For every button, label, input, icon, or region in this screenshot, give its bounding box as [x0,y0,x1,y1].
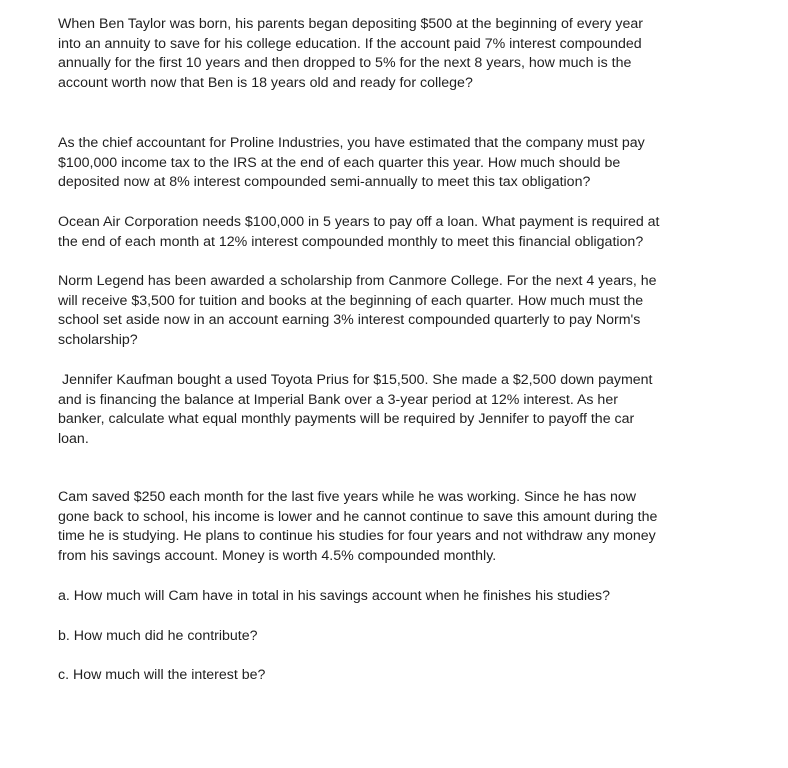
problem-jennifer-kaufman [58,371,698,449]
problem-ocean-air [58,213,698,252]
sub-question-c: c. How much will the interest be? [58,667,266,683]
problem-norm-legend [58,272,698,350]
text-line: loan. [58,430,89,447]
text-line: Jennifer Kaufman bought a used Toyota Prius for $15,500. She made a $2,500 down payment [62,372,653,388]
text-line: scholarship? [58,331,138,348]
text-line: $100,000 income tax to the IRS at the end of each quarter this year. How much should be [58,154,621,171]
problem-proline-industries [58,134,698,193]
problem-ben-taylor [58,15,698,93]
text-line: banker, calculate what equal monthly payments will be required by Jennifer to payoff the car [58,411,635,428]
text-line: gone back to school, his income is lower and he cannot continue to save this amount during the [58,508,658,525]
problem-cam-savings [58,488,698,566]
text-line: Cam saved $250 each month for the last five years while he was working. Since he has now [58,489,637,505]
text-line: account worth now that Ben is 18 years old and ready for college? [58,74,473,91]
text-line: school set aside now in an account earning 3% interest compounded quarterly to pay Norm's [58,312,641,329]
text-line: Ocean Air Corporation needs $100,000 in 5 years to pay off a loan. What payment is required at [58,214,660,230]
sub-question-a: a. How much will Cam have in total in his savings account when he finishes his studies? [58,588,611,604]
text-line: from his savings account. Money is worth 4.5% compounded monthly. [58,547,497,564]
text-line: deposited now at 8% interest compounded semi-annually to meet this tax obligation? [58,174,591,191]
text-line: into an annuity to save for his college education. If the account paid 7% interest compounded [58,35,642,52]
text-line: time he is studying. He plans to continue his studies for four years and not withdraw any money [58,528,656,545]
text-line: and is financing the balance at Imperial Bank over a 3-year period at 12% interest. As her [58,391,618,408]
text-line: As the chief accountant for Proline Industries, you have estimated that the company must pay [58,135,645,151]
text-line: When Ben Taylor was born, his parents began depositing $500 at the beginning of every year [58,16,643,32]
text-line: the end of each month at 12% interest compounded monthly to meet this financial obligation? [58,233,644,250]
text-line: Norm Legend has been awarded a scholarship from Canmore College. For the next 4 years, he [58,273,657,289]
sub-question-b: b. How much did he contribute? [58,628,258,644]
text-line: annually for the first 10 years and then dropped to 5% for the next 8 years, how much is the [58,55,632,72]
text-line: will receive $3,500 for tuition and books at the beginning of each quarter. How much must the [58,292,644,309]
